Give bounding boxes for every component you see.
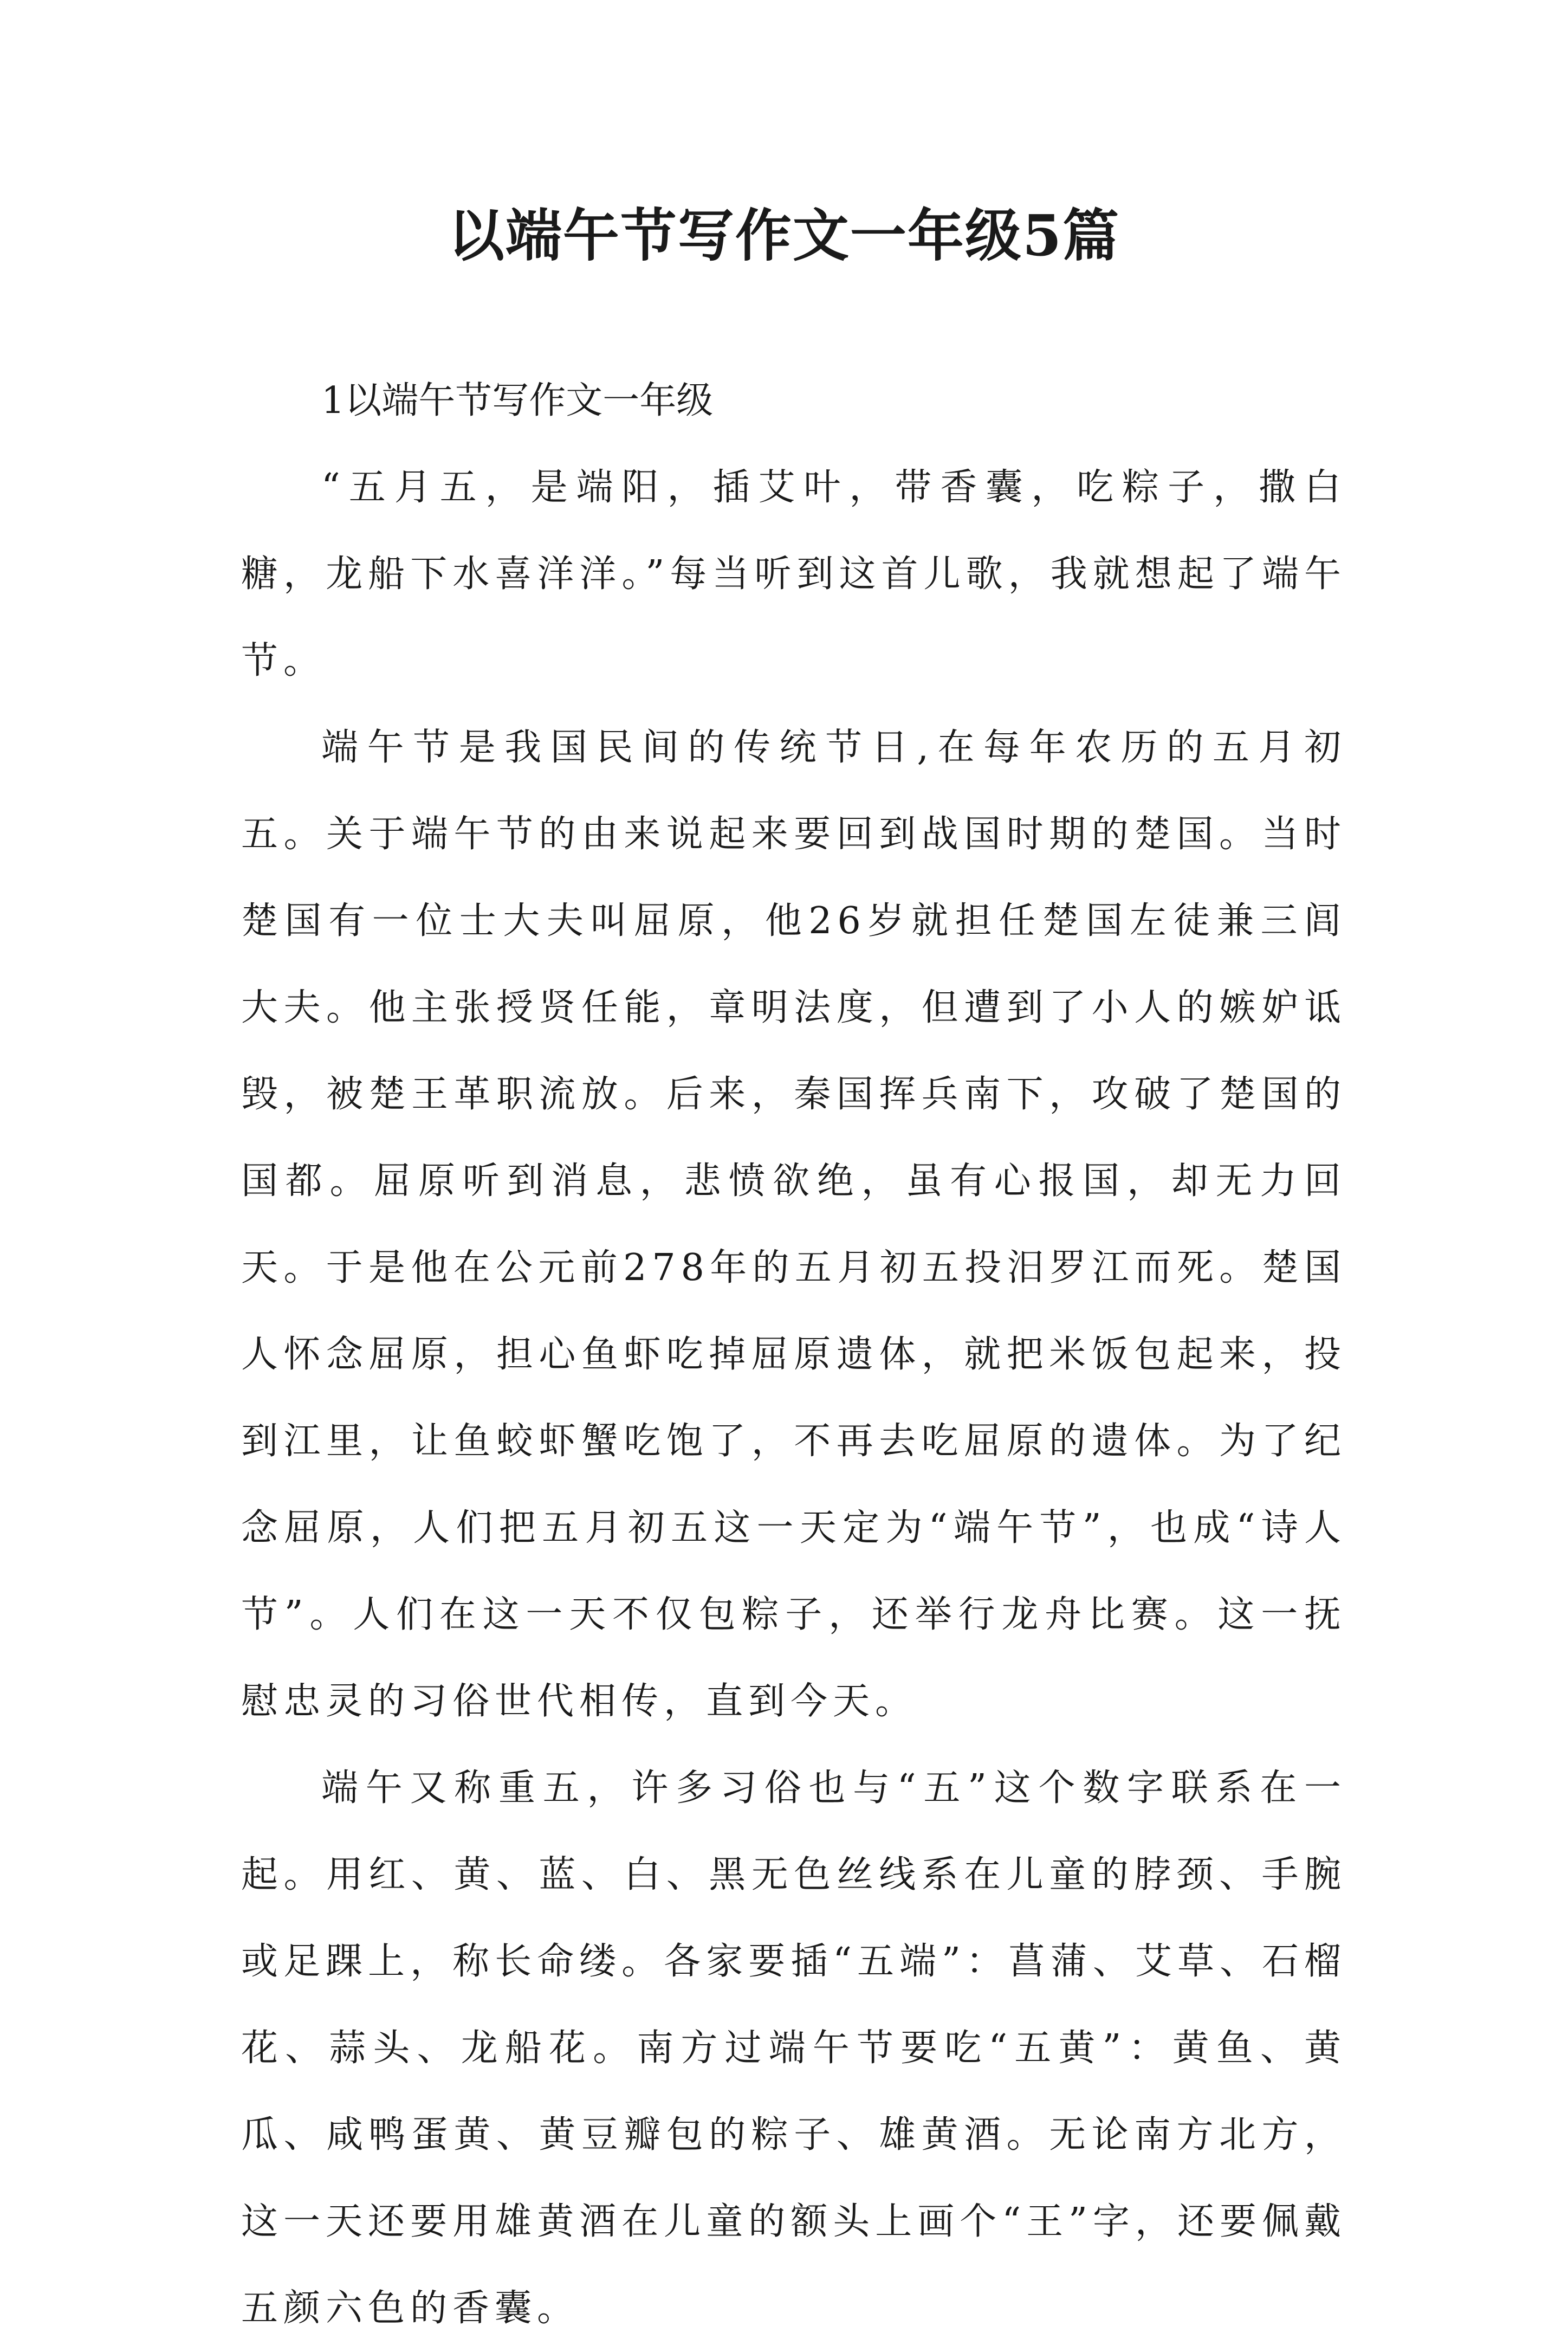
document-title: 以端午节写作文一年级5篇 <box>448 202 1120 269</box>
paragraph-3: 端午又称重五，许多习俗也与“五”这个数字联系在一起。用红、黄、蓝、白、黑无色丝线系在儿童的脖颈、手腕或足踝上，称长命缕。各家要插“五端”：菖蒲、艾草、石榴花、蒜头、龙船花。南方过端午节要吃“五黄”：黄鱼、黄瓜、咸鸭蛋黄、黄豆瓣包的粽子、雄黄酒。无论南方北方，这一天还要用雄黄酒在儿童的额头上画个“王”字，还要佩戴五颜六色的香囊。 <box>241 1767 1346 2330</box>
document-body <box>241 358 1346 2352</box>
section-heading: 1以端午节写作文一年级 <box>321 379 714 422</box>
paragraph-2: 端午节是我国民间的传统节日,在每年农历的五月初五。关于端午节的由来说起来要回到战国时期的楚国。当时楚国有一位士大夫叫屈原，他26岁就担任楚国左徒兼三闾大夫。他主张授贤任能，章明法度，但遭到了小人的嫉妒诋毁，被楚王革职流放。后来，秦国挥兵南下，攻破了楚国的国都。屈原听到消息，悲愤欲绝，虽有心报国，却无力回天。于是他在公元前278年的五月初五投汨罗江而死。楚国人怀念屈原，担心鱼虾吃掉屈原遗体，就把米饭包起来，投到江里，让鱼蛟虾蟹吃饱了，不再去吃屈原的遗体。为了纪念屈原，人们把五月初五这一天定为“端午节”，也成“诗人节”。人们在这一天不仅包粽子，还举行龙舟比赛。这一抚慰忠灵的习俗世代相传，直到今天。 <box>241 726 1346 1723</box>
paragraph-1: “五月五，是端阳，插艾叶，带香囊，吃粽子，撒白糖，龙船下水喜洋洋。”每当听到这首儿歌，我就想起了端午节。 <box>241 466 1346 682</box>
